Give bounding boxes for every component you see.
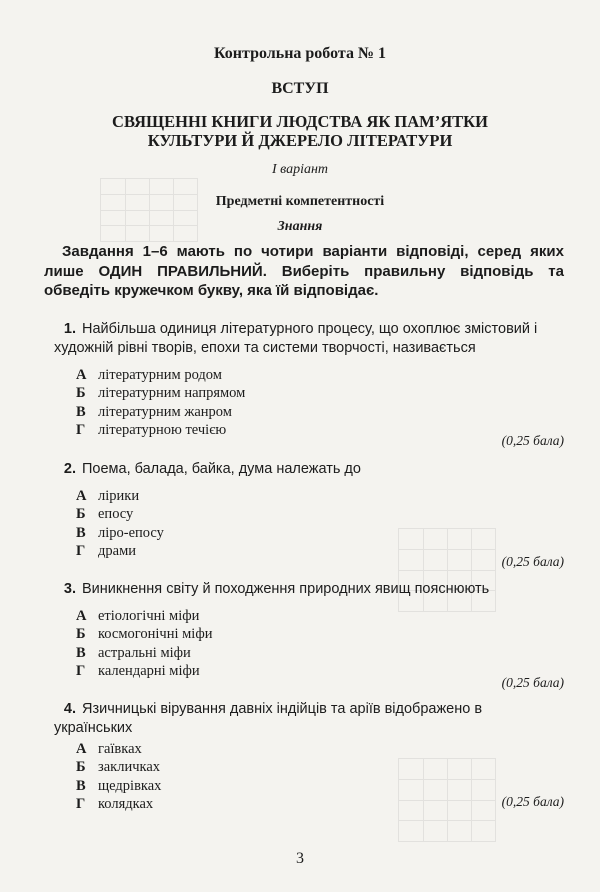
option-letter: Б — [76, 506, 86, 523]
answer-option[interactable] — [76, 366, 564, 384]
answer-option[interactable] — [76, 777, 564, 795]
option-text: щедрівках — [98, 777, 162, 794]
topic-heading-line-2: КУЛЬТУРИ Й ДЖЕРЕЛО ЛІТЕРАТУРИ — [147, 131, 453, 150]
answer-option[interactable] — [76, 644, 564, 662]
option-text: календарні міфи — [98, 662, 200, 679]
question-prompt: Поема, балада, байка, дума належать до — [82, 461, 361, 477]
question-1 — [54, 320, 564, 439]
points-label: (0,25 бала) — [501, 433, 564, 448]
question-4 — [54, 700, 564, 813]
option-letter: А — [76, 741, 87, 757]
option-letter: Б — [76, 626, 86, 643]
section-heading: ВСТУП — [271, 80, 329, 97]
question-text — [54, 700, 564, 738]
option-text: етіологічні міфи — [98, 608, 200, 624]
answer-option[interactable] — [76, 625, 564, 643]
question-text — [54, 460, 564, 479]
topic-heading-line-1: СВЯЩЕННІ КНИГИ ЛЮДСТВА ЯК ПАМ’ЯТКИ — [112, 112, 488, 131]
points-label: (0,25 бала) — [501, 675, 564, 690]
option-letter: В — [76, 524, 86, 541]
option-text: літературною течією — [98, 421, 227, 438]
answer-option[interactable] — [76, 505, 564, 523]
option-text: літературним жанром — [98, 403, 232, 420]
option-text: закличках — [98, 759, 161, 776]
question-prompt: Язичницькі вірування давніх індійців та аріїв відображено в українських — [54, 701, 483, 736]
answer-options — [76, 607, 564, 680]
page-title: Контрольна робота № 1 — [213, 45, 387, 62]
option-letter: Г — [76, 795, 86, 812]
option-letter: Б — [76, 385, 86, 402]
question-number: 3. — [63, 581, 76, 597]
question-number: 2. — [63, 461, 76, 477]
question-prompt: Виникнення світу й походження природних явищ пояснюють — [82, 581, 490, 597]
answer-option[interactable] — [76, 662, 564, 680]
option-letter: А — [76, 367, 87, 383]
option-letter: Г — [76, 662, 86, 679]
answer-option[interactable] — [76, 384, 564, 402]
answer-option[interactable] — [76, 421, 564, 439]
option-text: літературним родом — [98, 367, 222, 383]
points-label: (0,25 бала) — [501, 554, 564, 569]
question-3 — [54, 580, 564, 680]
points-label: (0,25 бала) — [501, 794, 564, 809]
option-letter: В — [76, 777, 86, 794]
option-letter: А — [76, 608, 87, 624]
answer-option[interactable] — [76, 795, 564, 813]
answer-option[interactable] — [76, 740, 564, 758]
option-text: колядках — [98, 795, 154, 812]
option-text: літературним напрямом — [98, 385, 246, 402]
answer-options — [76, 487, 564, 560]
answer-options — [76, 740, 564, 813]
option-text: лірики — [98, 488, 140, 504]
question-number: 4. — [63, 701, 76, 717]
question-number: 1. — [63, 321, 76, 337]
option-letter: А — [76, 488, 87, 504]
answer-option[interactable] — [76, 607, 564, 625]
option-letter: Б — [76, 759, 86, 776]
answer-option[interactable] — [76, 758, 564, 776]
option-letter: В — [76, 644, 86, 661]
competence-heading: Предметні компетентності — [215, 194, 385, 209]
answer-options — [76, 366, 564, 439]
variant-label: I варіант — [271, 162, 329, 177]
option-text: драми — [98, 542, 136, 559]
answer-option[interactable] — [76, 524, 564, 542]
option-letter: Г — [76, 421, 86, 438]
question-text — [54, 320, 564, 358]
answer-option[interactable] — [76, 403, 564, 421]
topic-heading — [0, 112, 600, 150]
option-text: астральні міфи — [98, 644, 191, 661]
answer-option[interactable] — [76, 542, 564, 560]
option-letter: В — [76, 403, 86, 420]
question-prompt: Найбільша одиниця літературного процесу, що охоплює змістовий і художній рівні творів, епохи та системи творчості, називається — [54, 321, 538, 356]
question-text — [54, 580, 564, 599]
option-text: гаївках — [98, 741, 142, 757]
option-text: епосу — [98, 506, 134, 523]
page-number: 3 — [296, 850, 304, 867]
option-text: ліро-епосу — [98, 524, 164, 541]
knowledge-heading: Знання — [277, 219, 323, 234]
question-2 — [54, 460, 564, 560]
answer-option[interactable] — [76, 487, 564, 505]
option-text: космогонічні міфи — [98, 626, 213, 643]
task-instruction: Завдання 1–6 мають по чотири варіанти відповіді, серед яких лише ОДИН ПРАВИЛЬНИЙ. Виберіть правильну відповідь та обведіть кружечком букву, яка їй відповідає. — [44, 243, 564, 299]
option-letter: Г — [76, 542, 86, 559]
